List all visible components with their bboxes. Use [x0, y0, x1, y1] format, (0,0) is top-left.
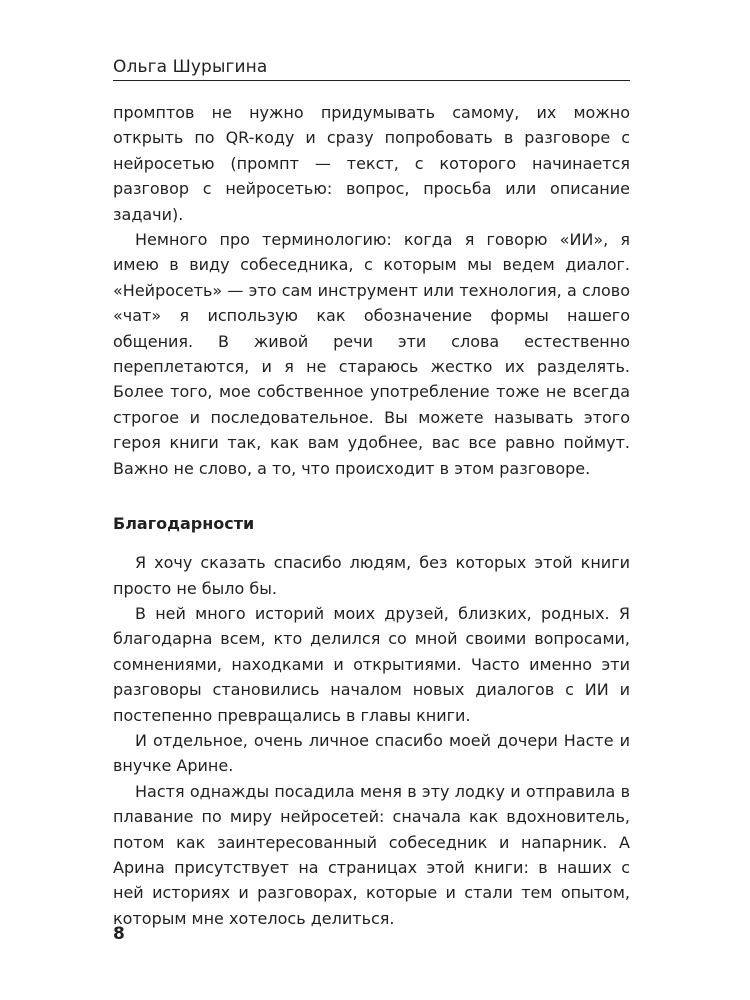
- header-rule: [113, 80, 630, 81]
- running-header-author: Ольга Шурыгина: [113, 57, 268, 77]
- paragraph-terminology: Немного про терминологию: когда я говорю «ИИ», я имею в виду собеседника, с которым мы ведем диалог. «Нейросеть» — это сам инструмент или технология, а слово «чат» я использую как обозначение формы нашего общения. В живой речи эти слова естественно переплетаются, и я не стараюсь жестко их разделять. Более того, мое собственное употребление тоже не всегда строгое и последовательное. Вы можете называть этого героя книги так, как вам удобнее, вас все равно поймут. Важно не слово, а то, что происходит в этом разговоре.: [113, 230, 630, 478]
- page-body: [113, 100, 630, 931]
- paragraph-thanks-nastya-arina: Настя однажды посадила меня в эту лодку и отправила в плавание по миру нейросетей: сначала как вдохновитель, потом как заинтересованный собеседник и напарник. А Арина присутствует на страницах этой книги: в наших с ней историях и разговорах, которые и стали тем опытом, которым мне хотелось делиться.: [113, 781, 630, 928]
- paragraph-continued: промптов не нужно придумывать самому, их можно открыть по QR-коду и сразу попробовать в разговоре с нейросетью (промпт — текст, с которого начинается разговор с нейросетью: вопрос, просьба или описание задачи).: [113, 103, 630, 224]
- page-number: 8: [113, 924, 125, 944]
- paragraph-thanks-family: И отдельное, очень личное спасибо моей дочери Насте и внучке Арине.: [113, 730, 630, 776]
- paragraph-thanks-friends: В ней много историй моих друзей, близких, родных. Я благодарна всем, кто делился со мной своими вопросами, сомнениями, находками и открытиями. Часто именно эти разговоры становились началом новых диалогов с ИИ и постепенно превращались в главы книги.: [113, 603, 630, 725]
- section-heading: Благодарности: [113, 514, 255, 534]
- paragraph-thanks-intro: Я хочу сказать спасибо людям, без которых этой книги просто не было бы.: [113, 553, 630, 598]
